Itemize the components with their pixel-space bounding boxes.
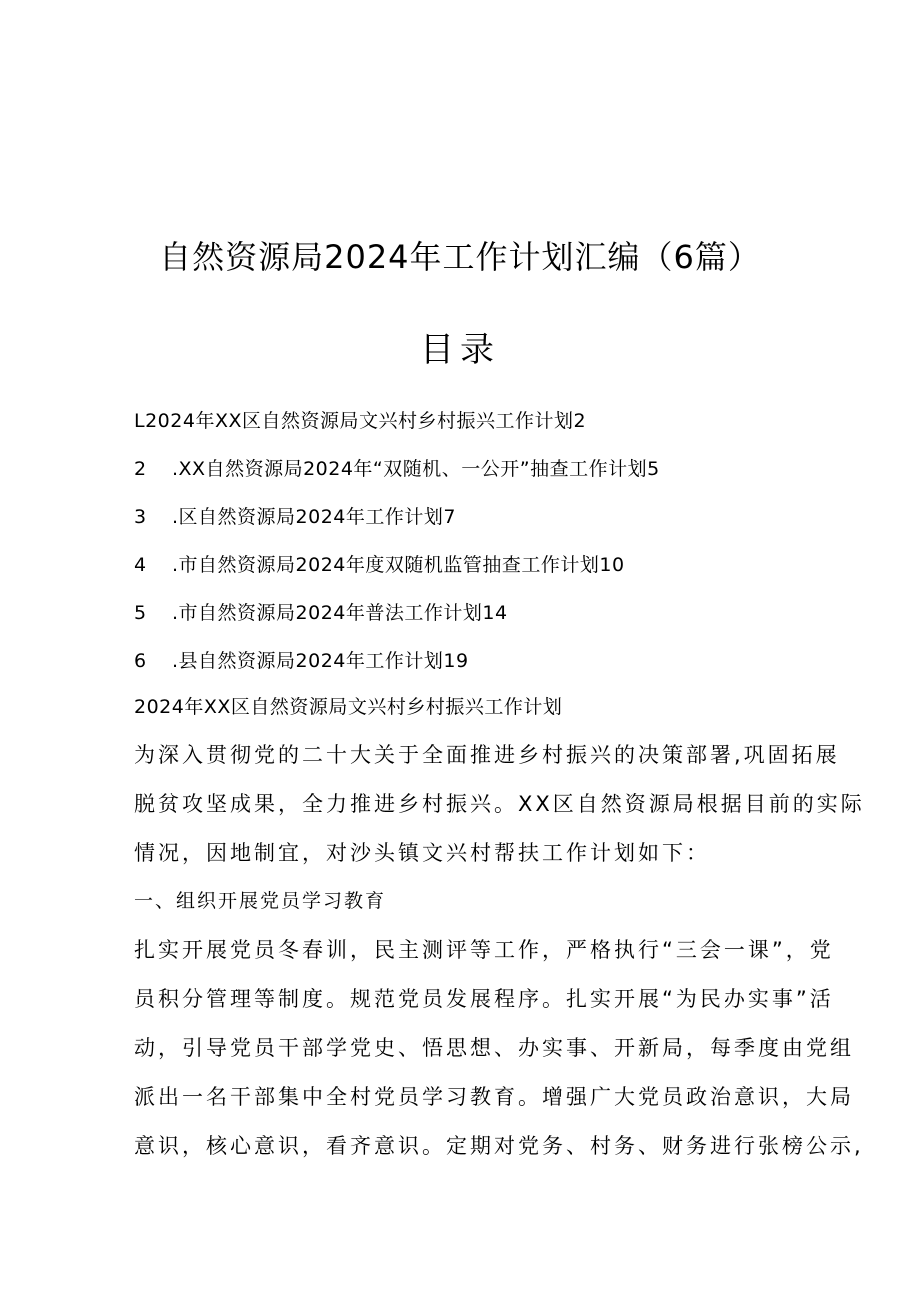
paragraph-line: 为深入贯彻党的二十大关于全面推进乡村振兴的决策部署,巩固拓展 (134, 743, 840, 767)
toc-item[interactable] (134, 550, 625, 577)
toc-item-number: 5 (134, 602, 147, 624)
toc-item[interactable] (134, 502, 456, 529)
toc-item-text: .县自然资源局2024年工作计划19 (172, 650, 469, 672)
toc-item-number: 2 (134, 458, 147, 480)
paragraph-line: 意识，核心意识，看齐意识。定期对党务、村务、财务进行张榜公示, (134, 1134, 864, 1158)
toc-item-text: L2024年XX区自然资源局文兴村乡村振兴工作计划2 (134, 410, 587, 432)
toc-item-text: .市自然资源局2024年普法工作计划14 (172, 602, 508, 624)
section-title: 2024年XX区自然资源局文兴村乡村振兴工作计划 (134, 696, 563, 718)
toc-item-text: .XX自然资源局2024年“双随机、一公开”抽查工作计划5 (172, 458, 660, 480)
subsection-title: 一、组织开展党员学习教育 (134, 890, 387, 912)
toc-heading: 目录 (420, 330, 500, 370)
toc-item[interactable] (134, 406, 586, 433)
paragraph-line: 扎实开展党员冬春训，民主测评等工作，严格执行“三会一课”，党 (134, 938, 834, 962)
toc-item[interactable] (134, 646, 469, 673)
toc-item[interactable] (134, 598, 508, 625)
paragraph-line: 脱贫攻坚成果，全力推进乡村振兴。XX区自然资源局根据目前的实际 (134, 792, 865, 816)
paragraph-line: 动，引导党员干部学党史、悟思想、办实事、开新局，每季度由党组 (134, 1036, 854, 1060)
toc-item-text: .市自然资源局2024年度双随机监管抽查工作计划10 (172, 554, 625, 576)
paragraph-line: 派出一名干部集中全村党员学习教育。增强广大党员政治意识，大局 (134, 1085, 854, 1109)
toc-item-number: 3 (134, 506, 147, 528)
paragraph-line: 情况，因地制宜，对沙头镇文兴村帮扶工作计划如下： (134, 841, 710, 865)
paragraph-line: 员积分管理等制度。规范党员发展程序。扎实开展“为民办实事”活 (134, 987, 834, 1011)
toc-item-number: 4 (134, 554, 147, 576)
toc-item[interactable] (134, 454, 660, 481)
toc-item-text: .区自然资源局2024年工作计划7 (172, 506, 456, 528)
toc-item-number: 6 (134, 650, 147, 672)
document-title: 自然资源局2024年工作计划汇编（6篇） (159, 238, 761, 276)
